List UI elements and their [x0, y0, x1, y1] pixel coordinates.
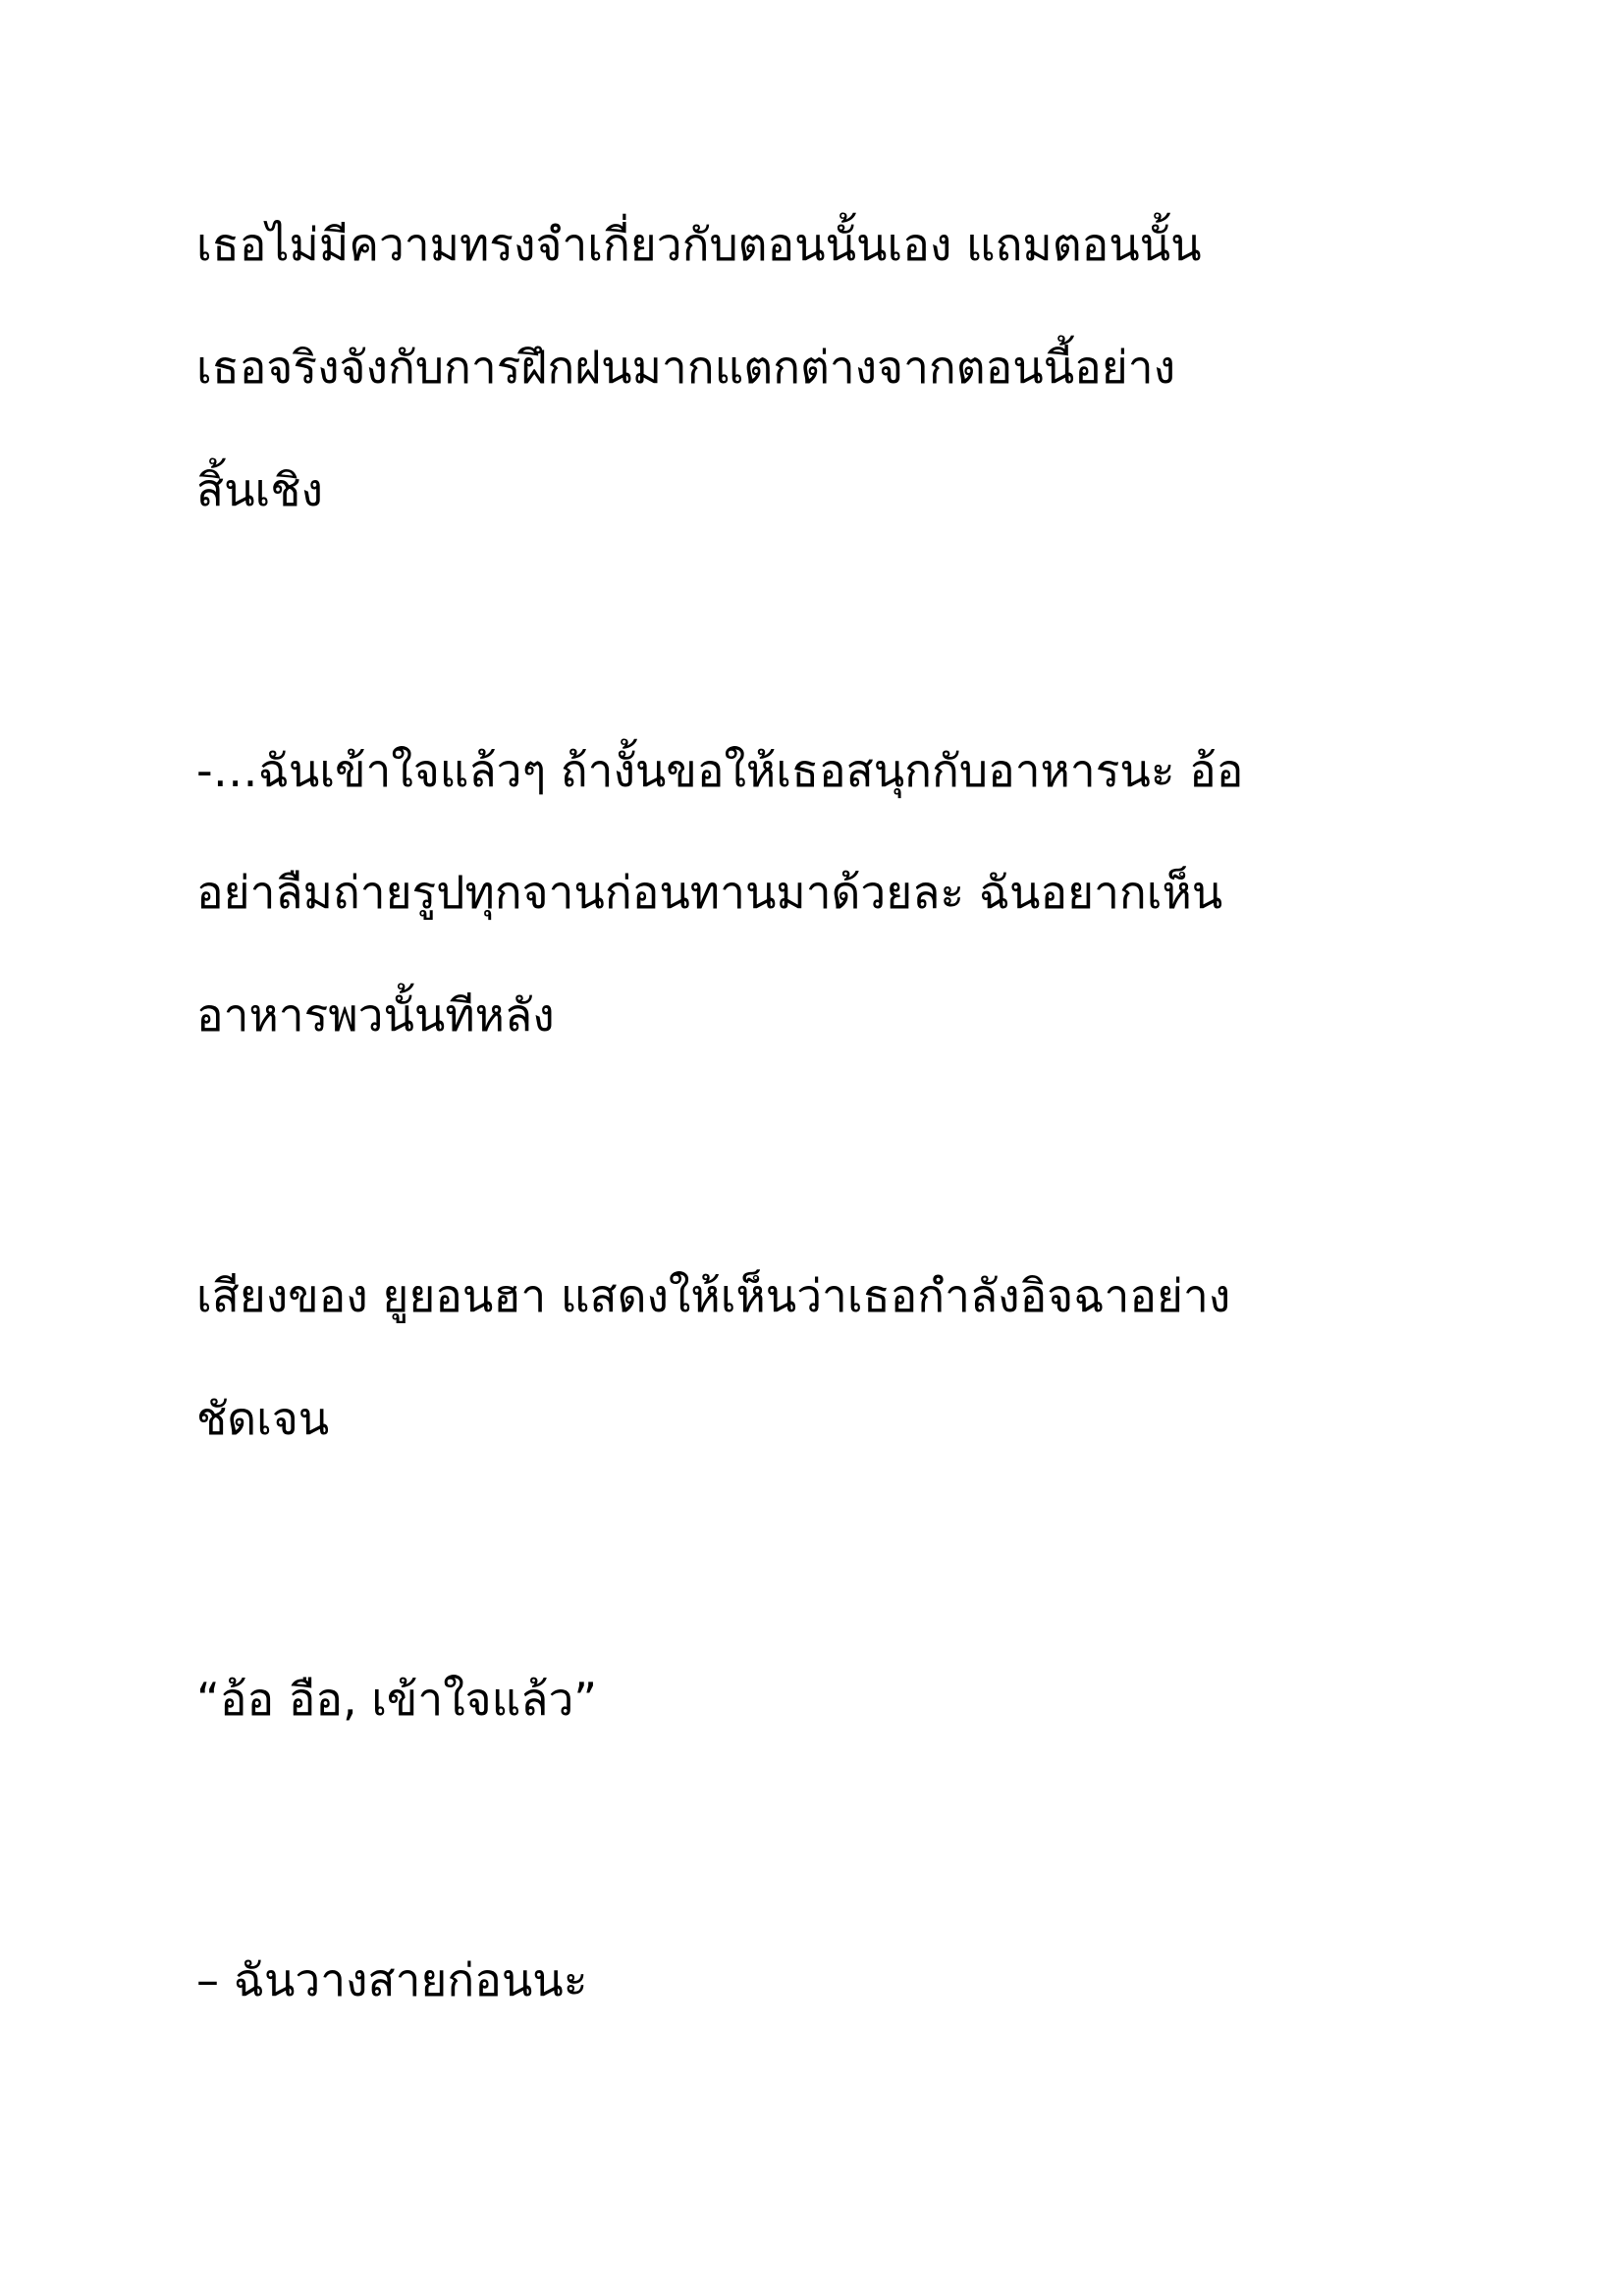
paragraph-5-line-1: – ฉันวางสายก่อนนะ	[196, 1953, 588, 2006]
paragraph-2-line-1: -…ฉันเข้าใจแล้วๆ ถ้างั้นขอให้เธอสนุกกับอาหารนะ อ้อ	[196, 744, 1244, 797]
paragraph-1-line-3: สิ้นเชิง	[196, 463, 323, 516]
paragraph-2-line-3: อาหารพวนั้นทีหลัง	[196, 988, 555, 1041]
paragraph-3-line-1: เสียงของ ยูยอนฮา แสดงให้เห็นว่าเธอกำลังอิจฉาอย่าง	[196, 1269, 1231, 1322]
paragraph-1-line-2: เธอจริงจังกับการฝึกฝนมากแตกต่างจากตอนนี้อย่าง	[196, 341, 1176, 394]
paragraph-3-line-2: ชัดเจน	[196, 1392, 330, 1445]
paragraph-4-line-1: “อ้อ อือ, เข้าใจแล้ว”	[196, 1673, 598, 1726]
paragraph-2-line-2: อย่าลืมถ่ายรูปทุกจานก่อนทานมาด้วยละ ฉันอยากเห็น	[196, 866, 1223, 919]
paragraph-1-line-1: เธอไม่มีความทรงจำเกี่ยวกับตอนนั้นเอง แถมตอนนั้น	[196, 218, 1202, 271]
